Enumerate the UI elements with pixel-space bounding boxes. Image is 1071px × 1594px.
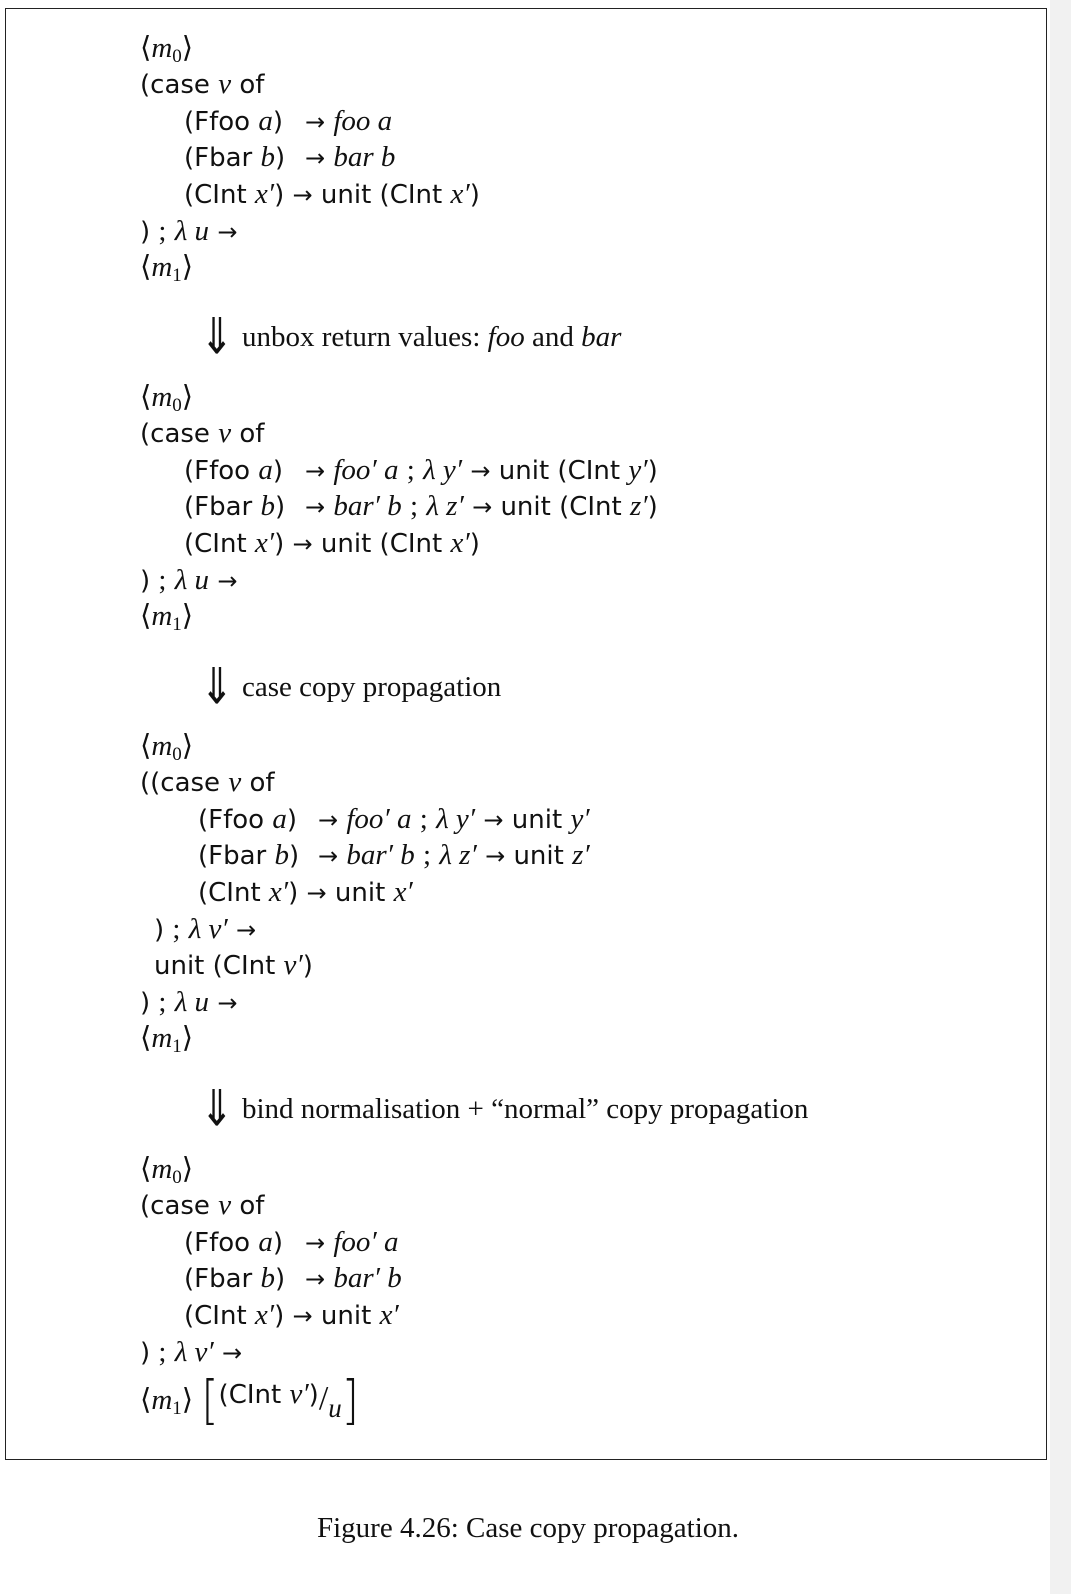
code-line: (Ffoo a)	[184, 105, 283, 137]
code-line: (Fbar b)	[184, 490, 286, 522]
code-line: $⟨m_1⟩$ [(CInt v′)/u]	[140, 1369, 359, 1431]
double-down-arrow-icon: ⇓	[200, 658, 234, 716]
code-line: → foo′ a ; λ y′ → unit y′	[318, 803, 590, 835]
code-line: (Ffoo a)	[184, 454, 283, 486]
code-line: $⟨m_0⟩$	[140, 381, 194, 416]
code-line: ) ; λ u →	[140, 215, 238, 247]
code-line: (case v of	[140, 1189, 265, 1221]
code-line: $⟨m_0⟩$	[140, 1153, 194, 1188]
code-line: ) ; λ u →	[140, 986, 238, 1018]
step-label: unbox return values: foo and bar	[242, 321, 622, 353]
code-line: (CInt x′) → unit x′	[198, 876, 413, 908]
code-line: ) ; λ u →	[140, 564, 238, 596]
code-line: (Fbar b)	[184, 141, 286, 173]
code-line: $⟨m_0⟩$	[140, 730, 194, 765]
code-line: → bar b	[305, 141, 396, 173]
code-line: unit (CInt v′)	[154, 949, 313, 981]
double-down-arrow-icon: ⇓	[200, 1080, 234, 1138]
code-line: $⟨m_1⟩$	[140, 251, 194, 286]
code-line: $⟨m_1⟩$	[140, 600, 194, 635]
transform-step-1	[200, 307, 621, 367]
page-edge-shade	[1050, 0, 1071, 1594]
code-line: (CInt x′) → unit (CInt x′)	[184, 527, 480, 559]
transform-step-2	[200, 657, 501, 717]
code-line: (case v of	[140, 417, 265, 449]
figure-caption: Figure 4.26: Case copy propagation.	[316, 1512, 740, 1544]
code-line: (Fbar b)	[184, 1262, 286, 1294]
code-line: → bar′ b ; λ z′ → unit z′	[318, 839, 590, 871]
code-line: (Ffoo a)	[198, 803, 297, 835]
code-line: $⟨m_0⟩$	[140, 32, 194, 67]
code-line: (CInt x′) → unit (CInt x′)	[184, 178, 480, 210]
code-line: → foo a	[305, 105, 393, 137]
code-line: → bar′ b	[305, 1262, 402, 1294]
step-label: case copy propagation	[242, 671, 502, 703]
code-line: (Ffoo a)	[184, 1226, 283, 1258]
code-line: ((case v of	[140, 766, 275, 798]
code-line: → bar′ b ; λ z′ → unit (CInt z′)	[305, 490, 658, 522]
code-line: ) ; λ v′ →	[154, 913, 257, 945]
double-down-arrow-icon: ⇓	[200, 308, 234, 366]
code-line: → foo′ a ; λ y′ → unit (CInt y′)	[305, 454, 658, 486]
code-line: ) ; λ v′ →	[140, 1336, 243, 1368]
code-line: → foo′ a	[305, 1226, 399, 1258]
code-line: $⟨m_1⟩$	[140, 1022, 194, 1057]
transform-step-3	[200, 1079, 808, 1139]
code-line: (Fbar b)	[198, 839, 300, 871]
step-label: bind normalisation + “normal” copy propagation	[242, 1093, 809, 1125]
code-line: (CInt x′) → unit x′	[184, 1299, 399, 1331]
code-line: (case v of	[140, 68, 265, 100]
